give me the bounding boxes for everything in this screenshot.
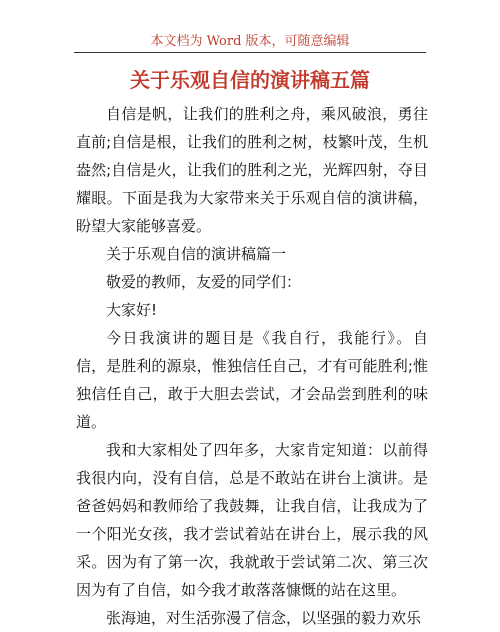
header-note: 本文档为 Word 版本，可随意编辑 xyxy=(150,34,350,49)
document-title: 关于乐观自信的演讲稿五篇 xyxy=(130,68,370,92)
paragraph-section-heading: 关于乐观自信的演讲稿篇一 xyxy=(106,245,287,263)
document-body xyxy=(76,100,428,632)
paragraph-topic: 今日我演讲的题目是《我自行，我能行》。自信，是胜利的源泉，惟独信任自己，才有可能胜利;惟独信任自己，敢于大胆去尝试，才会品尝到胜利的味道。 xyxy=(76,329,428,431)
paragraph-salutation: 敬爱的教师，友爱的同学们： xyxy=(106,273,302,291)
paragraph-greeting: 大家好! xyxy=(106,301,158,319)
paragraph-intro: 自信是帆，让我们的胜利之舟，乘风破浪，勇往直前;自信是根，让我们的胜利之树，枝繁叶茂，生机盎然;自信是火，让我们的胜利之光，光辉四射，夺目耀眼。下面是我为大家带来关于乐观自信的演讲稿，盼望大家能够喜爱。 xyxy=(76,105,428,235)
paragraph-example: 张海迪，对生活弥漫了信念，以坚强的毅力欢乐 xyxy=(106,609,422,627)
paragraph-story: 我和大家相处了四年多，大家肯定知道：以前得我很内向，没有自信，总是不敢站在讲台上演讲。是爸爸妈妈和教师给了我鼓舞，让我自信，让我成为了一个阳光女孩，我才尝试着站在讲台上，展示我的风采。因为有了第一次，我就敢于尝试第二次、第三次因为有了自信，如今我才敢落落慷慨的站在这里。 xyxy=(76,441,428,599)
header-divider xyxy=(74,52,426,53)
